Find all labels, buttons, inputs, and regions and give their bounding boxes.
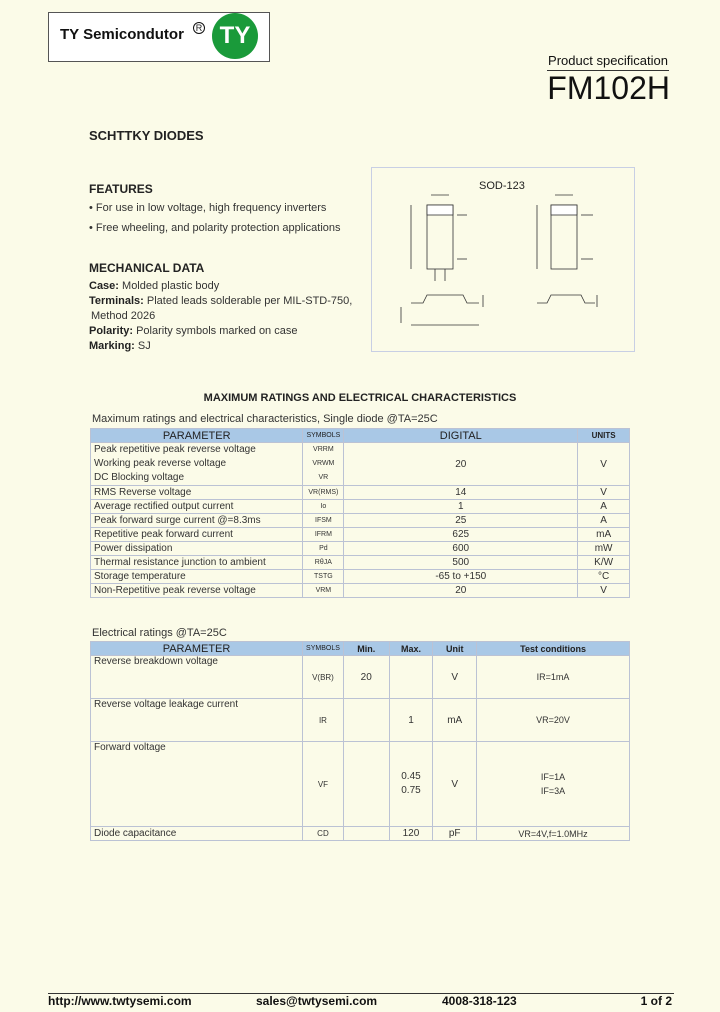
page-number: 1 of 2 [640, 994, 672, 1008]
company-name: TY Semicondutor [60, 26, 184, 43]
table-header-row: PARAMETER SYMBOLS Min. Max. Unit Test conditions [91, 642, 630, 656]
table-row: Forward voltage VF 0.45 0.75 V IF=1A IF=3A [91, 742, 630, 827]
registered-mark: R [193, 22, 205, 34]
company-logo: TY [212, 13, 258, 59]
footer-url[interactable]: http://www.twtysemi.com [48, 994, 192, 1008]
product-spec-label: Product specification [548, 53, 668, 68]
sod123-side-view-left [411, 295, 479, 303]
footer-email[interactable]: sales@twtysemi.com [256, 994, 378, 1008]
feature-item: • For use in low voltage, high frequency inverters [89, 202, 327, 214]
package-dimension-sketch [371, 167, 635, 352]
table-row: RMS Reverse voltage VR(RMS) 14 V [91, 486, 630, 500]
table-row: Reverse voltage leakage current IR 1 mA VR=20V [91, 699, 630, 742]
table-row: Storage temperature TSTG -65 to +150 °C [91, 570, 630, 584]
electrical-ratings-table [90, 641, 630, 841]
table-row: Repetitive peak forward current IFRM 625 mA [91, 528, 630, 542]
table-row: Peak forward surge current @=8.3ms IFSM 25 A [91, 514, 630, 528]
table-row: Average rectified output current Io 1 A [91, 500, 630, 514]
table-row: Thermal resistance junction to ambient RθJA 500 K/W [91, 556, 630, 570]
feature-item: • Free wheeling, and polarity protection applications [89, 222, 341, 234]
bullet-icon: • [89, 222, 93, 234]
package-label: SOD-123 [479, 180, 525, 192]
footer-phone: 4008-318-123 [442, 994, 517, 1008]
table-row: Power dissipation Pd 600 mW [91, 542, 630, 556]
features-heading: FEATURES [89, 182, 153, 196]
electrical-subtitle: Electrical ratings @TA=25C [92, 627, 227, 639]
table-row: Diode capacitance CD 120 pF VR=4V,f=1.0MHz [91, 827, 630, 841]
mechanical-heading: MECHANICAL DATA [89, 261, 205, 275]
sod123-side-view-right [537, 295, 595, 303]
max-ratings-subtitle: Maximum ratings and electrical characteristics, Single diode @TA=25C [92, 413, 438, 425]
table-row: Reverse breakdown voltage V(BR) 20 V IR=1mA [91, 656, 630, 699]
part-number: FM102H [547, 70, 670, 106]
mechanical-data: Case: Molded plastic body Terminals: Plated leads solderable per MIL-STD-750, Method 2026 Polarity: Polarity symbols marked on case Marking: SJ [89, 280, 353, 352]
bullet-icon: • [89, 202, 93, 214]
max-ratings-heading: MAXIMUM RATINGS AND ELECTRICAL CHARACTERISTICS [203, 392, 517, 404]
table-header-row: PARAMETER SYMBOLS DIGITAL UNITS [91, 429, 630, 443]
max-ratings-table [90, 428, 630, 598]
document-title: SCHTTKY DIODES [89, 128, 204, 143]
table-row: Peak repetitive peak reverse voltage Working peak reverse voltage DC Blocking voltage VRRM VRWM VR 20 V [91, 443, 630, 486]
table-row: Non-Repetitive peak reverse voltage VRM 20 V [91, 584, 630, 598]
